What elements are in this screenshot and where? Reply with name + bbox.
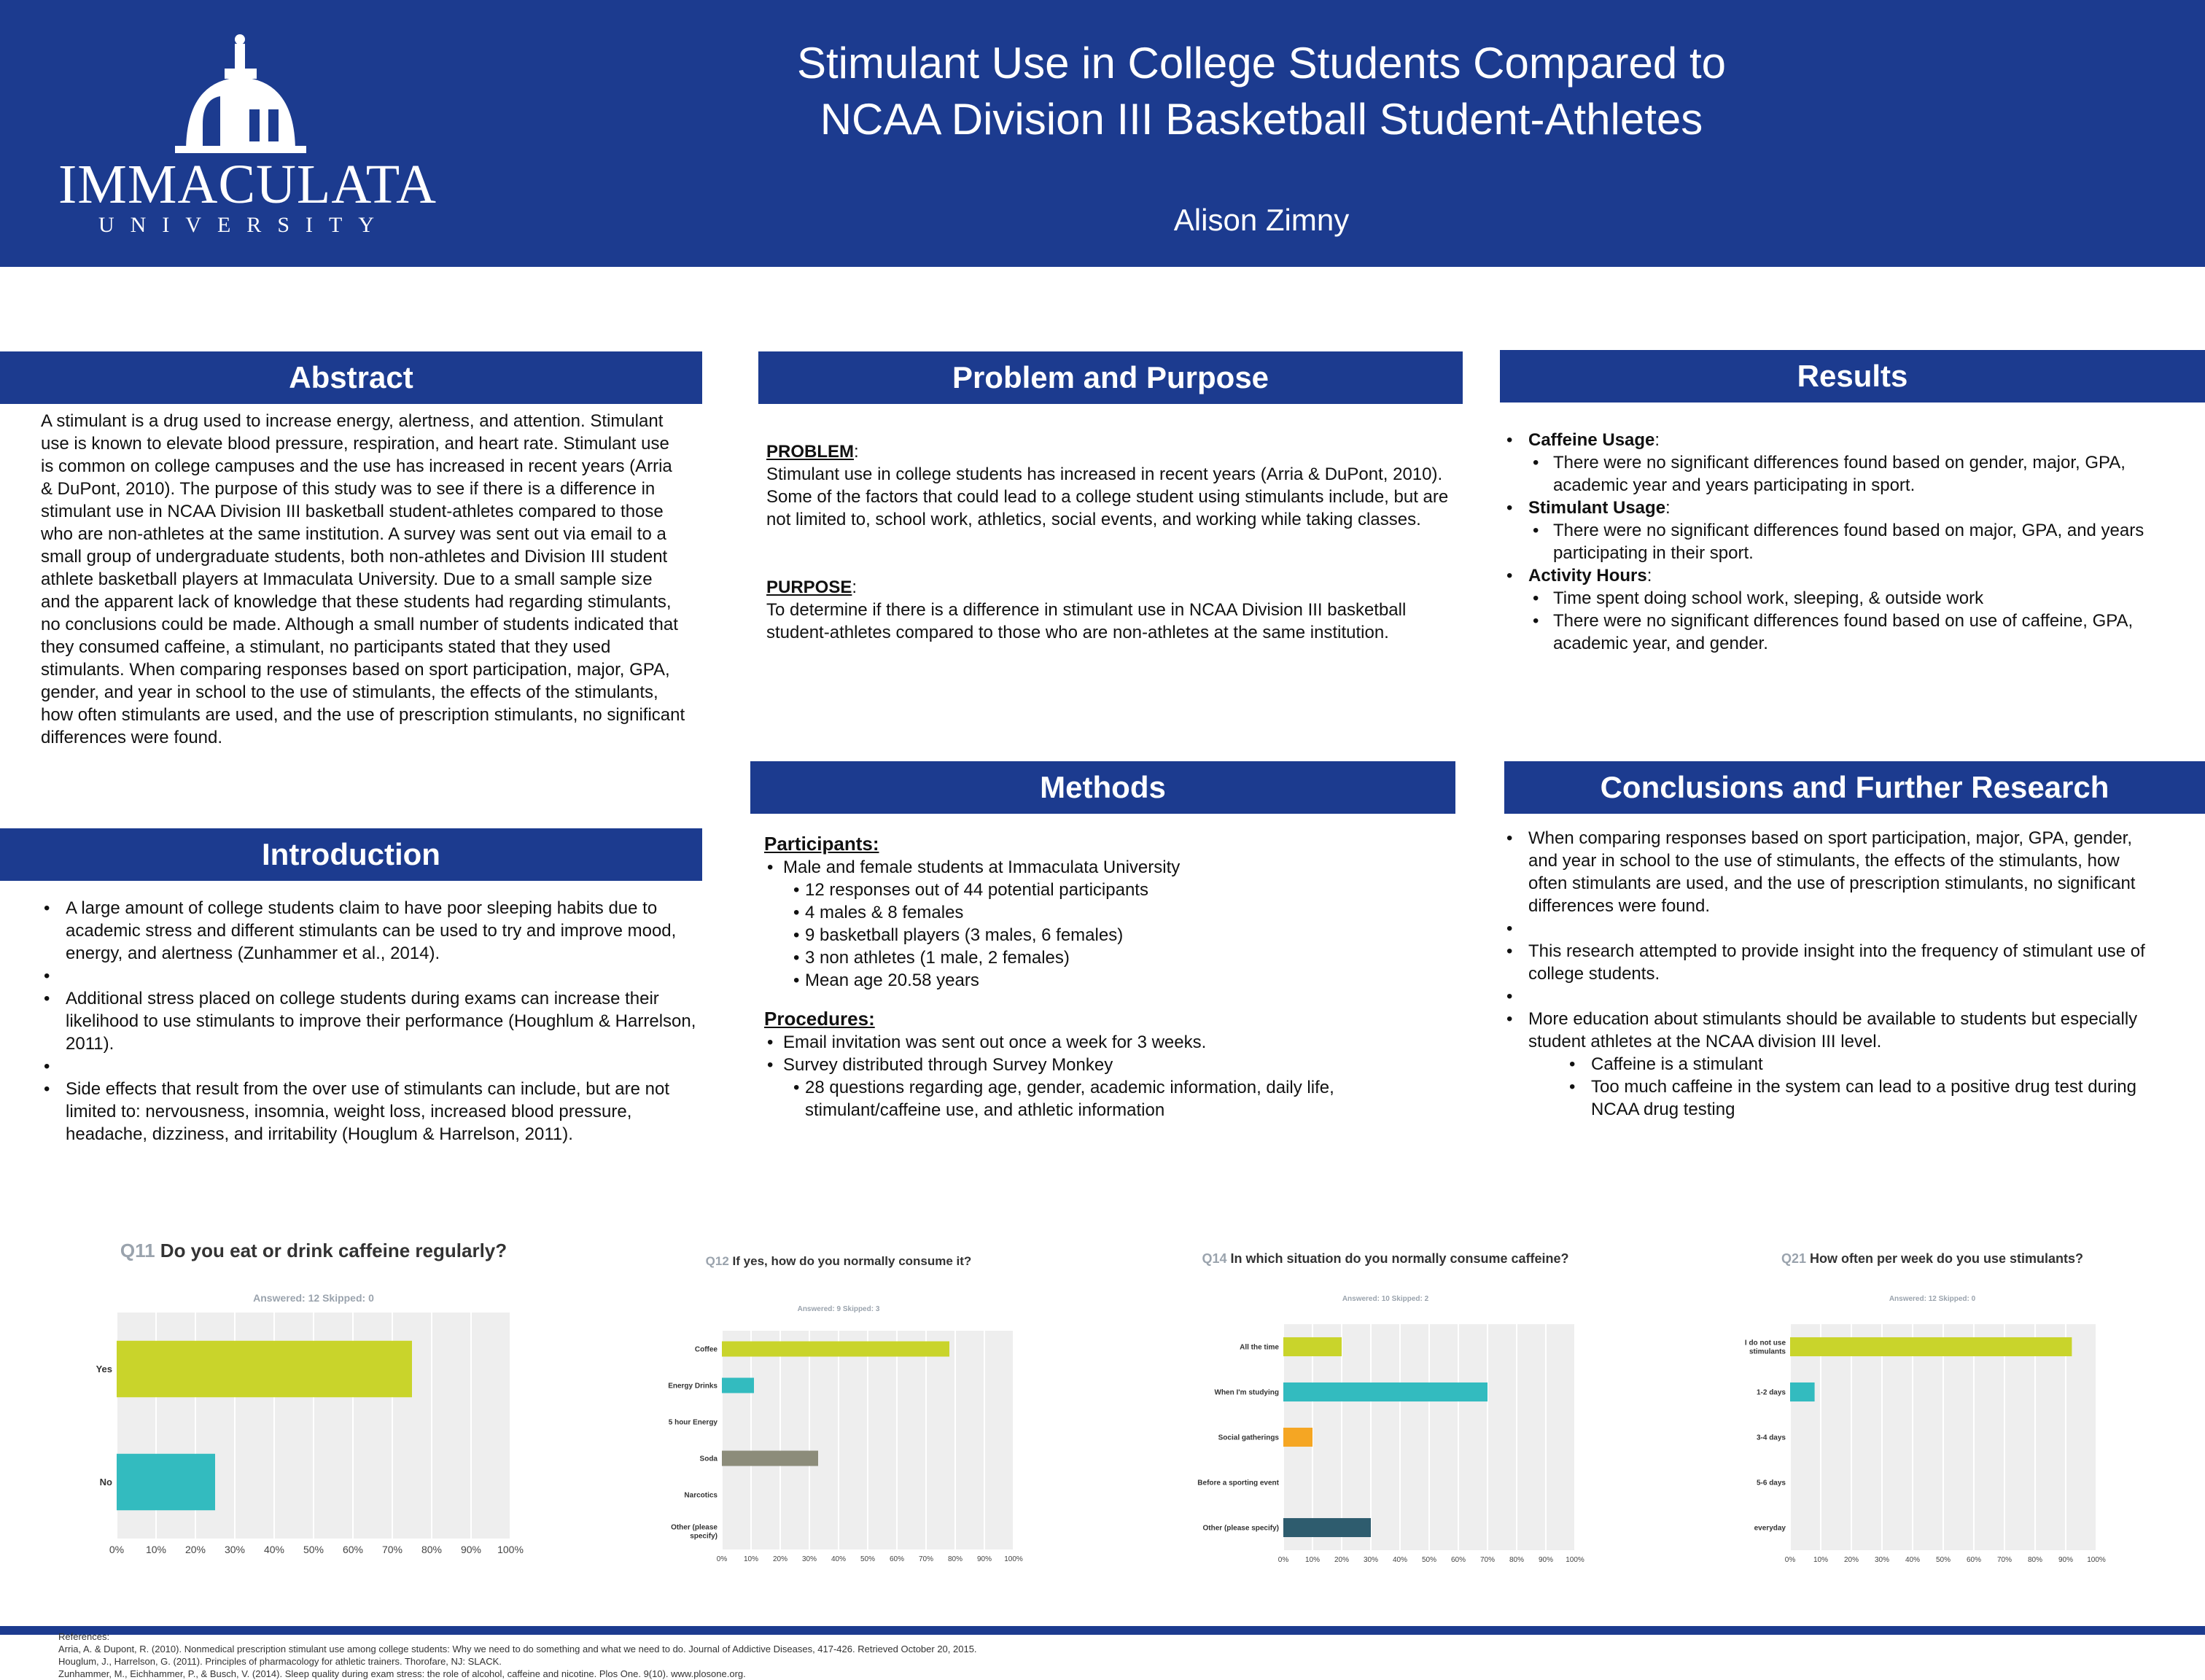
problem-purpose-heading: Problem and Purpose — [758, 351, 1463, 404]
purpose-label: PURPOSE — [766, 578, 852, 597]
category-label: Soda — [699, 1455, 718, 1463]
participants-sub: • 12 responses out of 44 potential participants — [764, 879, 1450, 901]
conclusion-sub: • Too much caffeine in the system can lead to a positive drug test during NCAA drug testing — [1504, 1076, 2160, 1121]
x-tick-label: 80% — [947, 1555, 963, 1563]
results-text: • Caffeine Usage: • There were no significant differences found based on gender, major, GPA, academic year and years participating in sport. • Stimulant Usage: • There were no significant differences found based on major, GPA, and years participating in their sport. • Activity Hours: • Time spent doing school work, sleeping, & outside work • There were no significant differences found based on use of caffeine, GPA, academic year, and gender. — [1504, 429, 2160, 655]
bar-all-the-time — [1283, 1337, 1342, 1356]
conclusions-text — [1504, 827, 2160, 1121]
x-tick-label: 80% — [421, 1544, 443, 1555]
bar-i-do-not-use-stimulants — [1790, 1337, 2072, 1356]
x-tick-label: 100% — [1004, 1555, 1023, 1563]
x-tick-label: 40% — [1905, 1556, 1921, 1564]
procedures-bullet: • Survey distributed through Survey Monkey — [764, 1054, 1450, 1076]
intro-bullet: • Additional stress placed on college students during exams can increase their likelihood to use stimulants to improve their performance (Houghlum & Harrelson, 2011). — [41, 987, 701, 1055]
x-tick-label: 60% — [1450, 1556, 1466, 1564]
reference-item: Arria, A. & Dupont, R. (2010). Nonmedical prescription stimulant use among college students: Why we need to do something and what we need to do. Journal of Addictive Diseases, 417-426. Retrieved October 20, 2015. — [58, 1644, 977, 1654]
bar-when-i-m-studying — [1283, 1382, 1488, 1401]
dome-icon — [58, 29, 423, 157]
chart-title: Q12 If yes, how do you normally consume it? — [705, 1254, 972, 1268]
results-heading: Results — [1500, 350, 2205, 402]
category-label: No — [99, 1477, 112, 1488]
x-tick-label: 0% — [716, 1555, 728, 1563]
x-tick-label: 20% — [772, 1555, 788, 1563]
x-tick-label: 40% — [831, 1555, 847, 1563]
bar-other-please-specify- — [1283, 1518, 1371, 1537]
problem-text: Stimulant use in college students has increased in recent years (Arria & DuPont, 2010). Some of the factors that could lead to a college student using stimulants include, but are not limited to, school work, athletics, social events, and working while taking classes. — [766, 464, 1449, 529]
category-label: Before a sporting event — [1197, 1479, 1279, 1488]
x-tick-label: 70% — [1996, 1556, 2012, 1564]
introduction-heading: Introduction — [0, 828, 702, 881]
abstract-heading: Abstract — [0, 351, 702, 404]
x-tick-label: 100% — [2087, 1556, 2106, 1564]
x-tick-label: 80% — [1509, 1556, 1525, 1564]
x-tick-label: 10% — [145, 1544, 167, 1555]
chart-plot — [1735, 1251, 2129, 1572]
caffeine-usage-label: Caffeine Usage — [1528, 430, 1655, 450]
procedures-sub: • 28 questions regarding age, gender, academic information, daily life, stimulant/caffeine use, and athletic information — [764, 1076, 1450, 1121]
participants-sub: • 9 basketball players (3 males, 6 females) — [764, 924, 1450, 946]
x-tick-label: 70% — [1479, 1556, 1496, 1564]
participants-sub: • 3 non athletes (1 male, 2 females) — [764, 946, 1450, 969]
chart-q14 — [1181, 1251, 1590, 1572]
chart-title: Q21 How often per week do you use stimulants? — [1781, 1251, 2084, 1266]
conclusion-bullet: • When comparing responses based on sport participation, major, GPA, gender, and year in school to the use of stimulants, the effects of the stimulants, how often stimulants are used, and the use of prescription stimulants, no significant differences were found. — [1504, 827, 2160, 917]
procedures-label: Procedures: — [764, 1008, 875, 1030]
reference-item: Houglum, J., Harrelson, G. (2011). Principles of pharmacology for athletic trainers. Thorofare, NJ: SLACK. — [58, 1656, 502, 1667]
category-label: Coffee — [694, 1345, 718, 1354]
x-tick-label: 50% — [860, 1555, 876, 1563]
x-tick-label: 0% — [1278, 1556, 1289, 1564]
x-tick-label: 90% — [2058, 1556, 2074, 1564]
x-tick-label: 50% — [1421, 1556, 1437, 1564]
conclusion-sub: • Caffeine is a stimulant — [1504, 1053, 2160, 1076]
intro-bullet: • Side effects that result from the over use of stimulants can include, but are not limited to: nervousness, insomnia, weight loss, increased blood pressure, headache, dizziness, and irritability (Houglum & Harrelson, 2011). — [41, 1078, 701, 1146]
x-tick-label: 30% — [224, 1544, 246, 1555]
category-label: When I'm studying — [1214, 1388, 1279, 1397]
bar-social-gatherings — [1283, 1428, 1312, 1447]
category-label: I do not use stimulants — [1744, 1339, 1786, 1356]
chart-plot — [95, 1240, 532, 1575]
x-tick-label: 40% — [263, 1544, 285, 1555]
conclusions-heading: Conclusions and Further Research — [1504, 761, 2205, 814]
category-label: Other (please specify) — [1202, 1524, 1279, 1533]
chart-q21 — [1735, 1251, 2129, 1572]
conclusion-bullet: • More education about stimulants should be available to students but especially student athletes at the NCAA division III level. — [1504, 1008, 2160, 1053]
participants-sub: • 4 males & 8 females — [764, 901, 1450, 924]
x-tick-label: 60% — [1966, 1556, 1982, 1564]
conclusion-bullet: • This research attempted to provide insight into the frequency of stimulant use of college students. — [1504, 940, 2160, 985]
chart-plot — [1181, 1251, 1590, 1572]
category-label: Narcotics — [684, 1491, 718, 1500]
x-tick-label: 0% — [109, 1544, 125, 1555]
bar-soda — [722, 1451, 818, 1466]
problem-label: PROBLEM — [766, 442, 854, 462]
participants-sub: • Mean age 20.58 years — [764, 969, 1450, 992]
chart-title: Q11 Do you eat or drink caffeine regularly? — [120, 1240, 508, 1261]
activity-hours-sub: • There were no significant differences found based on use of caffeine, GPA, academic year, and gender. — [1504, 610, 2160, 655]
activity-hours-label: Activity Hours — [1528, 566, 1647, 586]
intro-bullet: • A large amount of college students claim to have poor sleeping habits due to academic stress and different stimulants can be used to try and improve mood, energy, and alertness (Zunhammer et al., 2014). — [41, 897, 701, 965]
x-tick-label: 90% — [976, 1555, 992, 1563]
chart-plot — [642, 1254, 1035, 1575]
caffeine-usage-sub: • There were no significant differences found based on gender, major, GPA, academic year and years participating in sport. — [1504, 451, 2160, 497]
x-tick-label: 50% — [303, 1544, 324, 1555]
x-tick-label: 70% — [381, 1544, 403, 1555]
x-tick-label: 30% — [1363, 1556, 1379, 1564]
x-tick-label: 10% — [1813, 1556, 1829, 1564]
chart-title: Q14 In which situation do you normally consume caffeine? — [1202, 1251, 1569, 1266]
header-banner — [0, 0, 2205, 267]
author-name: Alison Zimny — [1173, 203, 1350, 237]
category-label: Other (please specify) — [671, 1523, 718, 1541]
references — [58, 1630, 1517, 1680]
methods-heading: Methods — [750, 761, 1455, 814]
purpose-text: To determine if there is a difference in stimulant use in NCAA Division III basketball student-athletes compared to those who are non-athletes at the same institution. — [766, 600, 1407, 642]
x-tick-label: 30% — [801, 1555, 817, 1563]
university-logo — [58, 29, 438, 241]
bar-energy-drinks — [722, 1378, 754, 1393]
x-tick-label: 20% — [1334, 1556, 1350, 1564]
chart-answered: Answered: 12 Skipped: 0 — [1889, 1295, 1976, 1303]
x-tick-label: 90% — [460, 1544, 482, 1555]
methods-text — [764, 833, 1450, 1121]
bar-coffee — [722, 1342, 949, 1357]
chart-q11 — [95, 1240, 532, 1575]
logo-wordmark: IMMACULATA — [58, 154, 438, 215]
x-tick-label: 30% — [1874, 1556, 1890, 1564]
x-tick-label: 20% — [1843, 1556, 1859, 1564]
chart-answered: Answered: 9 Skipped: 3 — [797, 1305, 880, 1313]
introduction-list — [41, 897, 701, 1146]
category-label: All the time — [1240, 1343, 1279, 1352]
x-tick-label: 10% — [1304, 1556, 1321, 1564]
category-label: Energy Drinks — [668, 1382, 718, 1391]
participants-bullet: • Male and female students at Immaculata University — [764, 856, 1450, 879]
x-tick-label: 70% — [918, 1555, 934, 1563]
chart-answered: Answered: 10 Skipped: 2 — [1342, 1295, 1429, 1303]
bar-1-2-days — [1790, 1382, 1815, 1401]
x-tick-label: 60% — [342, 1544, 364, 1555]
category-label: 3-4 days — [1756, 1434, 1786, 1442]
references-label: References: — [58, 1631, 110, 1642]
participants-label: Participants: — [764, 833, 879, 855]
category-label: 5 hour Energy — [668, 1418, 718, 1427]
x-tick-label: 10% — [743, 1555, 759, 1563]
logo-subtitle: UNIVERSITY — [98, 213, 390, 237]
x-tick-label: 40% — [1392, 1556, 1408, 1564]
stimulant-usage-sub: • There were no significant differences found based on major, GPA, and years participating in their sport. — [1504, 519, 2160, 564]
chart-answered: Answered: 12 Skipped: 0 — [253, 1292, 374, 1304]
category-label: Yes — [96, 1364, 112, 1375]
category-label: 1-2 days — [1756, 1388, 1786, 1397]
problem-purpose-text: PROBLEM: Stimulant use in college students has increased in recent years (Arria & DuPont, 2010). Some of the factors that could lead to a college student using stimulants include, but are not limited to, school work, athletics, social events, and working while taking classes. PURPOSE: To determine if there is a difference in stimulant use in NCAA Division III basketball student-athletes compared to those who are non-athletes at the same institution. — [766, 440, 1452, 644]
chart-q12 — [642, 1254, 1035, 1575]
abstract-text: A stimulant is a drug used to increase energy, alertness, and attention. Stimulant use is known to elevate blood pressure, respiration, and heart rate. Stimulant use is common on college campuses and the use has increased in recent years (Arria & DuPont, 2010). The purpose of this study was to see if there is a difference in stimulant use in NCAA Division III basketball student-athletes compared to those who are non-athletes at the same institution. A survey was sent out via email to a small group of undergraduate students, both non-athletes and Division III student athlete basketball players at Immaculata University. Due to a small sample size and the apparent lack of knowledge that these students had regarding stimulants, no conclusions could be made. Although a small number of students indicated that they consumed caffeine, a stimulant, no participants stated that they used stimulants. When comparing responses based on sport participation, major, GPA, gender, and year in school to the use of stimulants, the effects of the stimulants, how often stimulants are used, and the use of prescription stimulants, no significant differences were found. — [41, 411, 685, 747]
x-tick-label: 0% — [1784, 1556, 1796, 1564]
reference-item: Zunhammer, M., Eichhammer, P., & Busch, V. (2014). Sleep quality during exam stress: the role of alcohol, caffeine and nicotine. Plos One. 9(10). www.plosone.org. — [58, 1668, 746, 1679]
poster-title: Stimulant Use in College Students Compared to NCAA Division III Basketball Student-Athletes — [796, 39, 1726, 144]
activity-hours-sub: • Time spent doing school work, sleeping, & outside work — [1504, 587, 2160, 610]
x-tick-label: 90% — [1538, 1556, 1554, 1564]
category-label: Social gatherings — [1218, 1434, 1279, 1442]
x-tick-label: 100% — [1566, 1556, 1584, 1564]
category-label: 5-6 days — [1756, 1479, 1786, 1488]
bar-no — [117, 1454, 215, 1511]
x-tick-label: 60% — [889, 1555, 905, 1563]
bar-yes — [117, 1341, 412, 1398]
category-label: everyday — [1754, 1524, 1786, 1533]
stimulant-usage-label: Stimulant Usage — [1528, 498, 1666, 518]
x-tick-label: 100% — [497, 1544, 524, 1555]
x-tick-label: 80% — [2027, 1556, 2043, 1564]
procedures-bullet: • Email invitation was sent out once a week for 3 weeks. — [764, 1031, 1450, 1054]
x-tick-label: 20% — [184, 1544, 206, 1555]
x-tick-label: 50% — [1935, 1556, 1951, 1564]
